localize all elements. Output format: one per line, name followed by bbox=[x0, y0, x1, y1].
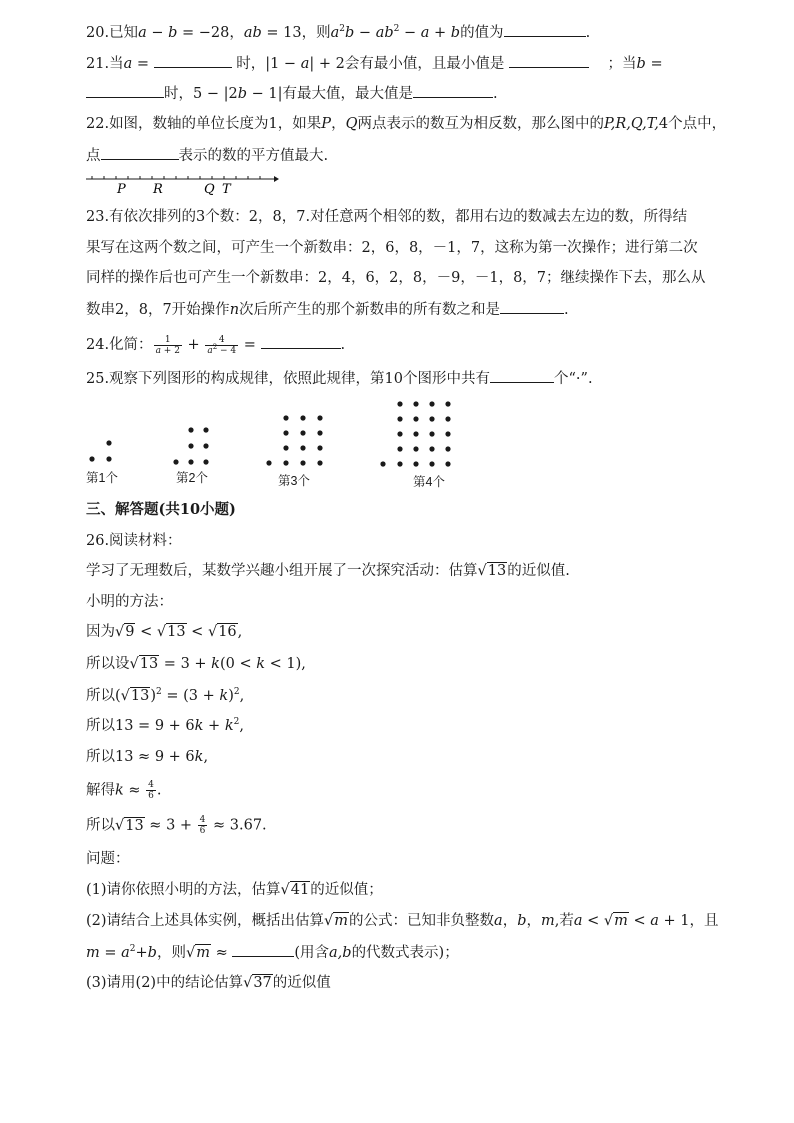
section-heading: 三、解答题(共10小题) bbox=[86, 501, 236, 518]
question-23-line-1: 23.有依次排列的3个数：2，8，7.对任意两个相邻的数，都用右边的数减去左边的数，所得结 bbox=[86, 209, 688, 225]
answer-blank[interactable] bbox=[504, 22, 586, 37]
step-6: 解得k ≈ $\frac{4}{6}$ . bbox=[86, 780, 162, 801]
point-label: P bbox=[117, 182, 126, 197]
part-2-cont: $m = a^2+b$，则√m ≈ (用含a,b的代数式表示)； bbox=[86, 944, 459, 961]
step-3: 所以$(√13)^2 = (3 + k)^2$, bbox=[86, 687, 245, 704]
answer-blank[interactable] bbox=[490, 368, 554, 383]
question-24: 24.化简： $\frac{1}{a + 2}$ + $\frac{4}{a^2 - 4}$ = . bbox=[86, 334, 346, 356]
step-2: 所以设√13 = 3 + k(0 < k < 1), bbox=[86, 656, 306, 672]
question-23-line-4: 数串2，8，7开始操作n次后所产生的那个新数串的所有数之和是 . bbox=[86, 299, 569, 320]
answer-blank[interactable] bbox=[86, 83, 164, 98]
answer-blank[interactable] bbox=[509, 53, 589, 68]
answer-blank[interactable] bbox=[413, 83, 493, 98]
part-2: (2)请结合上述具体实例，概括出估算√m的公式：已知非负整数a，b，m,若a < √m < a + 1，且 bbox=[86, 913, 719, 929]
question-20: 20.已知a − b = −28，ab = 13，则$a^2b - ab^2 - a + b$的值为 . bbox=[86, 24, 591, 41]
figure-1-dots bbox=[89, 440, 111, 461]
question-23-line-3: 同样的操作后也可产生一个新数串：2，4，6，2，8，－9，－1，8，7；继续操作下去，那么从 bbox=[86, 270, 706, 286]
question-23-line-2: 果写在这两个数之间，可产生一个新数串：2，6，8，－1，7，这称为第一次操作；进行第二次 bbox=[86, 240, 698, 256]
question-21: 21.当a = 时，|1 − a| + 2会有最小值，且最小值是 ；当b = bbox=[86, 53, 663, 74]
number-line bbox=[84, 172, 280, 198]
question-26-intro: 学习了无理数后，某数学兴趣小组开展了一次探究活动：估算√13的近似值. bbox=[86, 563, 570, 579]
figure-caption: 第1个 bbox=[86, 471, 118, 485]
part-3: (3)请用(2)中的结论估算√37的近似值 bbox=[86, 975, 331, 991]
point-label: R bbox=[153, 182, 163, 197]
question-25: 25.观察下列图形的构成规律，依照此规律，第10个图形中共有 个“·”. bbox=[86, 368, 593, 389]
answer-blank[interactable] bbox=[261, 334, 341, 349]
answer-blank[interactable] bbox=[500, 299, 564, 314]
step-1: 因为√9 < √13 < √16, bbox=[86, 624, 243, 640]
figure-3-dots bbox=[266, 415, 322, 465]
figure-caption: 第4个 bbox=[413, 475, 445, 489]
point-label: Q bbox=[204, 182, 215, 197]
question-22-cont: 点 表示的数的平方值最大. bbox=[86, 145, 328, 166]
figure-caption: 第3个 bbox=[278, 474, 310, 488]
answer-blank[interactable] bbox=[154, 53, 232, 68]
method-heading: 小明的方法： bbox=[86, 594, 173, 610]
step-4: 所以$13 = 9 + 6k + k^2$, bbox=[86, 717, 244, 734]
question-22: 22.如图，数轴的单位长度为1，如果P，Q两点表示的数互为相反数，那么图中的P,R,Q,T,4个点中， bbox=[86, 116, 727, 132]
answer-blank[interactable] bbox=[232, 942, 294, 957]
figure-caption: 第2个 bbox=[176, 471, 208, 485]
point-label: T bbox=[222, 182, 231, 197]
step-5: 所以13 ≈ 9 + 6k, bbox=[86, 749, 209, 765]
dot-pattern-figures bbox=[84, 396, 464, 472]
question-21-cont: 时，5 − |2b − 1|有最大值，最大值是 . bbox=[86, 83, 498, 104]
answer-blank[interactable] bbox=[101, 145, 179, 160]
figure-2-dots bbox=[173, 427, 208, 464]
figure-4-dots bbox=[380, 401, 450, 466]
question-heading: 问题： bbox=[86, 851, 130, 867]
step-7: 所以√13 ≈ 3 + $\frac{4}{6}$ ≈ 3.67. bbox=[86, 815, 267, 836]
question-26-title: 26.阅读材料： bbox=[86, 533, 182, 549]
part-1: (1)请你依照小明的方法，估算√41的近似值； bbox=[86, 882, 383, 898]
